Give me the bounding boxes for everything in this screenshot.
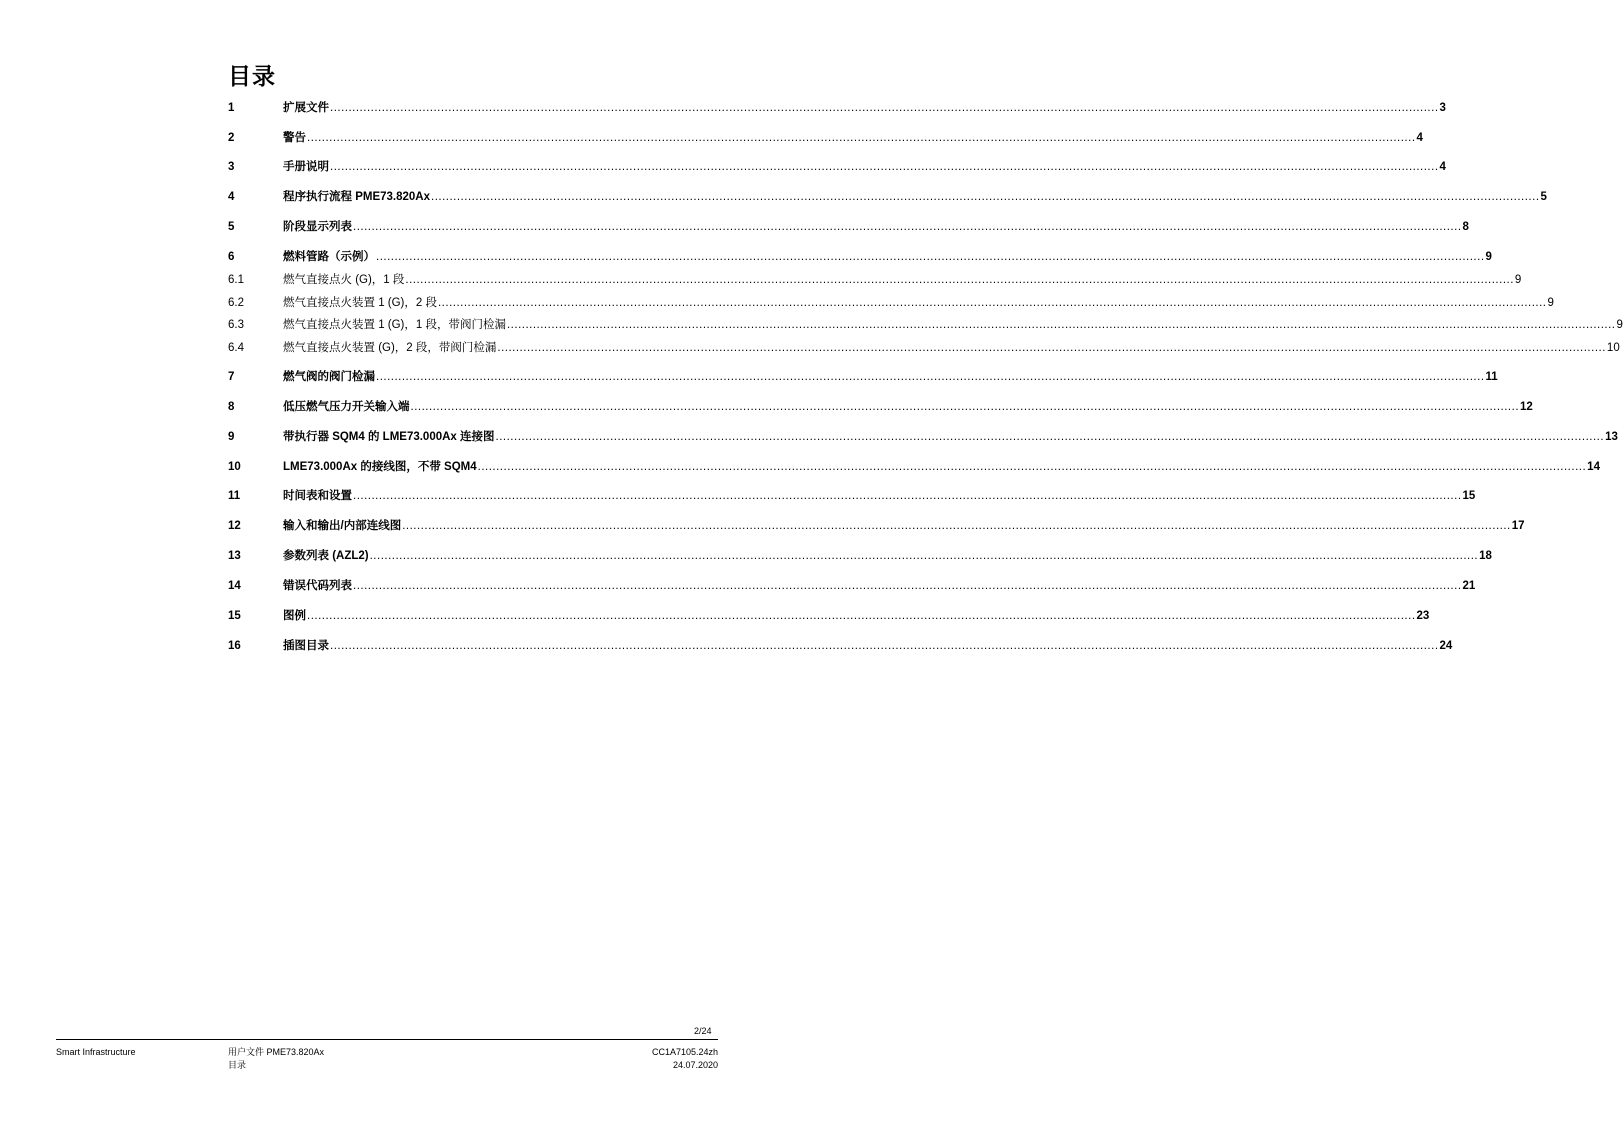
toc-entry-number: 6.1 — [228, 274, 244, 286]
toc-entry-page: 18 — [1479, 550, 1492, 562]
toc-entry-page: 21 — [1462, 580, 1476, 592]
toc-leader-dots: ............................................................................................................................................................................................................................................................................................................ — [369, 550, 1479, 562]
toc-leader-dots: ............................................................................................................................................................................................................................................................................................................ — [330, 640, 1439, 652]
toc-entry[interactable] — [228, 459, 1600, 475]
toc-entry-title: 燃气直接点火 (G)，1 段 — [283, 274, 405, 286]
toc-entry-page: 13 — [1605, 431, 1618, 443]
toc-leader-dots: ............................................................................................................................................................................................................................................................................................................ — [497, 342, 1606, 354]
toc-entry-page: 5 — [1540, 191, 1547, 203]
toc-entry-page: 9 — [1616, 319, 1623, 331]
toc-leader-dots: ............................................................................................................................................................................................................................................................................................................ — [330, 102, 1439, 114]
toc-entry-page: 8 — [1462, 221, 1469, 233]
toc-entry-title: 输入和输出/内部连线图 — [283, 520, 402, 532]
toc-entry-title: 警告 — [283, 132, 306, 144]
toc-entry[interactable] — [228, 219, 1469, 235]
toc-entry[interactable] — [228, 295, 1554, 311]
toc-entry-number: 6.4 — [228, 342, 244, 354]
toc-entry-title: 扩展文件 — [283, 102, 329, 114]
toc-entry-page: 3 — [1439, 102, 1446, 114]
toc-entry-number: 7 — [228, 371, 235, 383]
toc-leader-dots: ............................................................................................................................................................................................................................................................................................................ — [353, 580, 1462, 592]
toc-entry-title: 燃气直接点火装置 (G)，2 段，带阀门检漏 — [283, 342, 497, 354]
toc-entry-title: 参数列表 (AZL2) — [283, 550, 369, 562]
toc-entry-page: 17 — [1511, 520, 1525, 532]
footer-date: 24.07.2020 — [672, 1060, 718, 1070]
toc-entry-page: 11 — [1485, 371, 1498, 383]
toc-leader-dots: ............................................................................................................................................................................................................................................................................................................ — [405, 274, 1514, 286]
toc-entry[interactable] — [228, 272, 1522, 288]
toc-entry-page: 14 — [1587, 461, 1600, 473]
toc-entry-title: 插图目录 — [283, 640, 329, 652]
toc-leader-dots: ............................................................................................................................................................................................................................................................................................................ — [307, 132, 1416, 144]
toc-entry-page: 4 — [1439, 161, 1446, 173]
toc-entry[interactable] — [228, 100, 1446, 116]
toc-entry-page: 12 — [1520, 401, 1533, 413]
toc-entry[interactable] — [228, 429, 1618, 445]
toc-entry[interactable] — [228, 518, 1525, 534]
toc-leader-dots: ............................................................................................................................................................................................................................................................................................................ — [376, 251, 1485, 263]
toc-entry[interactable] — [228, 317, 1623, 333]
footer-divider — [56, 1039, 718, 1040]
toc-entry-title: 手册说明 — [283, 161, 329, 173]
toc-entry-number: 11 — [228, 490, 241, 502]
toc-entry-number: 12 — [228, 520, 241, 532]
toc-entry-page: 9 — [1547, 297, 1554, 309]
footer-doc-code: CC1A7105.24zh — [651, 1047, 718, 1057]
toc-entry-title: 燃料管路（示例） — [283, 251, 375, 263]
toc-entry-page: 23 — [1416, 610, 1430, 622]
toc-entry[interactable] — [228, 159, 1446, 175]
toc-leader-dots: ............................................................................................................................................................................................................................................................................................................ — [307, 610, 1416, 622]
toc-leader-dots: ............................................................................................................................................................................................................................................................................................................ — [330, 161, 1439, 173]
toc-entry[interactable] — [228, 608, 1430, 624]
footer-company: Smart Infrastructure — [56, 1047, 136, 1057]
toc-entry-number: 5 — [228, 221, 235, 233]
toc-entry-page: 10 — [1606, 342, 1620, 354]
footer-section: 目录 — [228, 1060, 247, 1070]
toc-entry-number: 10 — [228, 461, 241, 473]
toc-entry-title: LME73.000Ax 的接线图，不带 SQM4 — [283, 461, 477, 473]
toc-leader-dots: ............................................................................................................................................................................................................................................................................................................ — [495, 431, 1605, 443]
toc-entry-page: 9 — [1485, 251, 1492, 263]
toc-entry-number: 1 — [228, 102, 235, 114]
toc-entry-page: 9 — [1514, 274, 1522, 286]
toc-entry[interactable] — [228, 578, 1476, 594]
toc-entry[interactable] — [228, 340, 1620, 356]
toc-entry-page: 15 — [1462, 490, 1476, 502]
toc-leader-dots: ............................................................................................................................................................................................................................................................................................................ — [477, 461, 1587, 473]
toc-leader-dots: ............................................................................................................................................................................................................................................................................................................ — [437, 297, 1547, 309]
toc-entry[interactable] — [228, 249, 1492, 265]
toc-entry-title: 燃气直接点火装置 1 (G)，1 段，带阀门检漏 — [283, 319, 506, 331]
toc-entry-page: 24 — [1439, 640, 1453, 652]
toc-entry[interactable] — [228, 369, 1498, 385]
toc-entry-number: 6 — [228, 251, 235, 263]
toc-entry-number: 16 — [228, 640, 241, 652]
toc-leader-dots: ............................................................................................................................................................................................................................................................................................................ — [353, 490, 1462, 502]
toc-entry-title: 错误代码列表 — [283, 580, 352, 592]
toc-entry-title: 燃气阀的阀门检漏 — [283, 371, 375, 383]
toc-leader-dots: ............................................................................................................................................................................................................................................................................................................ — [431, 191, 1540, 203]
toc-entry-number: 3 — [228, 161, 235, 173]
toc-entry-title: 燃气直接点火装置 1 (G)，2 段 — [283, 297, 437, 309]
toc-leader-dots: ............................................................................................................................................................................................................................................................................................................ — [376, 371, 1485, 383]
toc-entry-number: 14 — [228, 580, 241, 592]
toc-leader-dots: ............................................................................................................................................................................................................................................................................................................ — [353, 221, 1462, 233]
toc-entry-title: 程序执行流程 PME73.820Ax — [283, 191, 430, 203]
toc-entry-number: 6.2 — [228, 297, 244, 309]
footer-page-number: 2/24 — [694, 1026, 712, 1036]
toc-entry-title: 低压燃气压力开关输入端 — [283, 401, 410, 413]
toc-leader-dots: ............................................................................................................................................................................................................................................................................................................ — [410, 401, 1520, 413]
toc-entry[interactable] — [228, 548, 1492, 564]
toc-entry[interactable] — [228, 130, 1423, 146]
toc-entry-title: 图例 — [283, 610, 306, 622]
toc-entry-number: 13 — [228, 550, 241, 562]
toc-entry[interactable] — [228, 189, 1547, 205]
toc-entry-number: 9 — [228, 431, 235, 443]
page-title: 目录 — [228, 64, 276, 90]
toc-entry-number: 2 — [228, 132, 235, 144]
footer-doc-title: 用户文件 PME73.820Ax — [228, 1047, 325, 1057]
toc-entry-number: 6.3 — [228, 319, 244, 331]
toc-entry-title: 时间表和设置 — [283, 490, 352, 502]
toc-leader-dots: ............................................................................................................................................................................................................................................................................................................ — [506, 319, 1616, 331]
toc-entry-title: 阶段显示列表 — [283, 221, 352, 233]
toc-entry-number: 15 — [228, 610, 241, 622]
toc-entry-title: 带执行器 SQM4 的 LME73.000Ax 连接图 — [283, 431, 495, 443]
toc-entry-number: 4 — [228, 191, 235, 203]
toc-entry-number: 8 — [228, 401, 235, 413]
toc-entry[interactable] — [228, 399, 1533, 415]
toc-entry-page: 4 — [1416, 132, 1423, 144]
toc-entry[interactable] — [228, 638, 1453, 654]
toc-leader-dots: ............................................................................................................................................................................................................................................................................................................ — [402, 520, 1511, 532]
toc-entry[interactable] — [228, 488, 1476, 504]
